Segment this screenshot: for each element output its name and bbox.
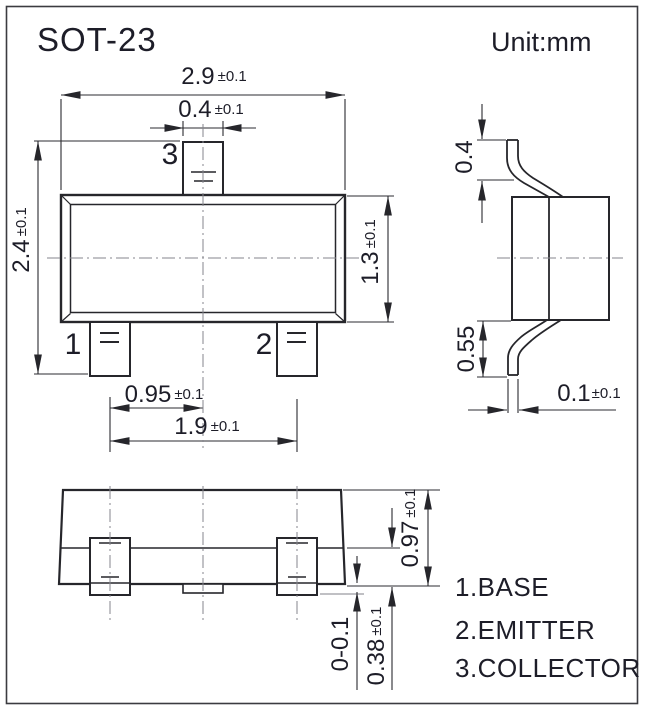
dim-height-label: 0.97±0.1 <box>397 488 424 568</box>
pin1-number: 1 <box>64 328 82 361</box>
top-view <box>34 95 394 452</box>
legend-emitter: 2.EMITTER <box>455 615 596 645</box>
dim-body-width-label: 2.9 ±0.1 <box>181 63 247 90</box>
dim-overall-height-label: 2.4±0.1 <box>8 207 35 273</box>
dim-pin-span-label: 1.9 ±0.1 <box>174 413 240 440</box>
dim-lead-width-label: 0.38±0.1 <box>363 606 390 686</box>
side-view <box>468 104 623 413</box>
unit-label: Unit:mm <box>491 27 592 57</box>
pin3-number: 3 <box>161 138 179 171</box>
dim-lead-top-label: 0.4 <box>451 140 478 174</box>
dim-body-height-label: 1.3±0.1 <box>357 219 384 285</box>
pin2-number: 2 <box>255 328 273 361</box>
pin2-pad <box>277 322 317 376</box>
legend-collector: 3.COLLECTOR <box>455 653 641 683</box>
top-lead-inner <box>518 140 563 197</box>
pin1-pad <box>90 322 130 376</box>
page-title: SOT-23 <box>37 21 157 58</box>
bottom-lead-outer <box>508 320 547 375</box>
dim-tab-width-label: 0.4 ±0.1 <box>178 96 244 123</box>
dim-lead-bottom-label: 0.55 <box>453 325 480 373</box>
legend-base: 1.BASE <box>455 572 550 602</box>
dim-lead-thickness-label: 0.1±0.1 <box>557 380 621 407</box>
bottom-lead-inner <box>518 320 561 375</box>
dim-standoff-label: 0-0.1 <box>327 616 354 672</box>
dim-pin-pitch-label: 0.95 ±0.1 <box>124 381 204 408</box>
top-lead-outer <box>507 140 549 197</box>
